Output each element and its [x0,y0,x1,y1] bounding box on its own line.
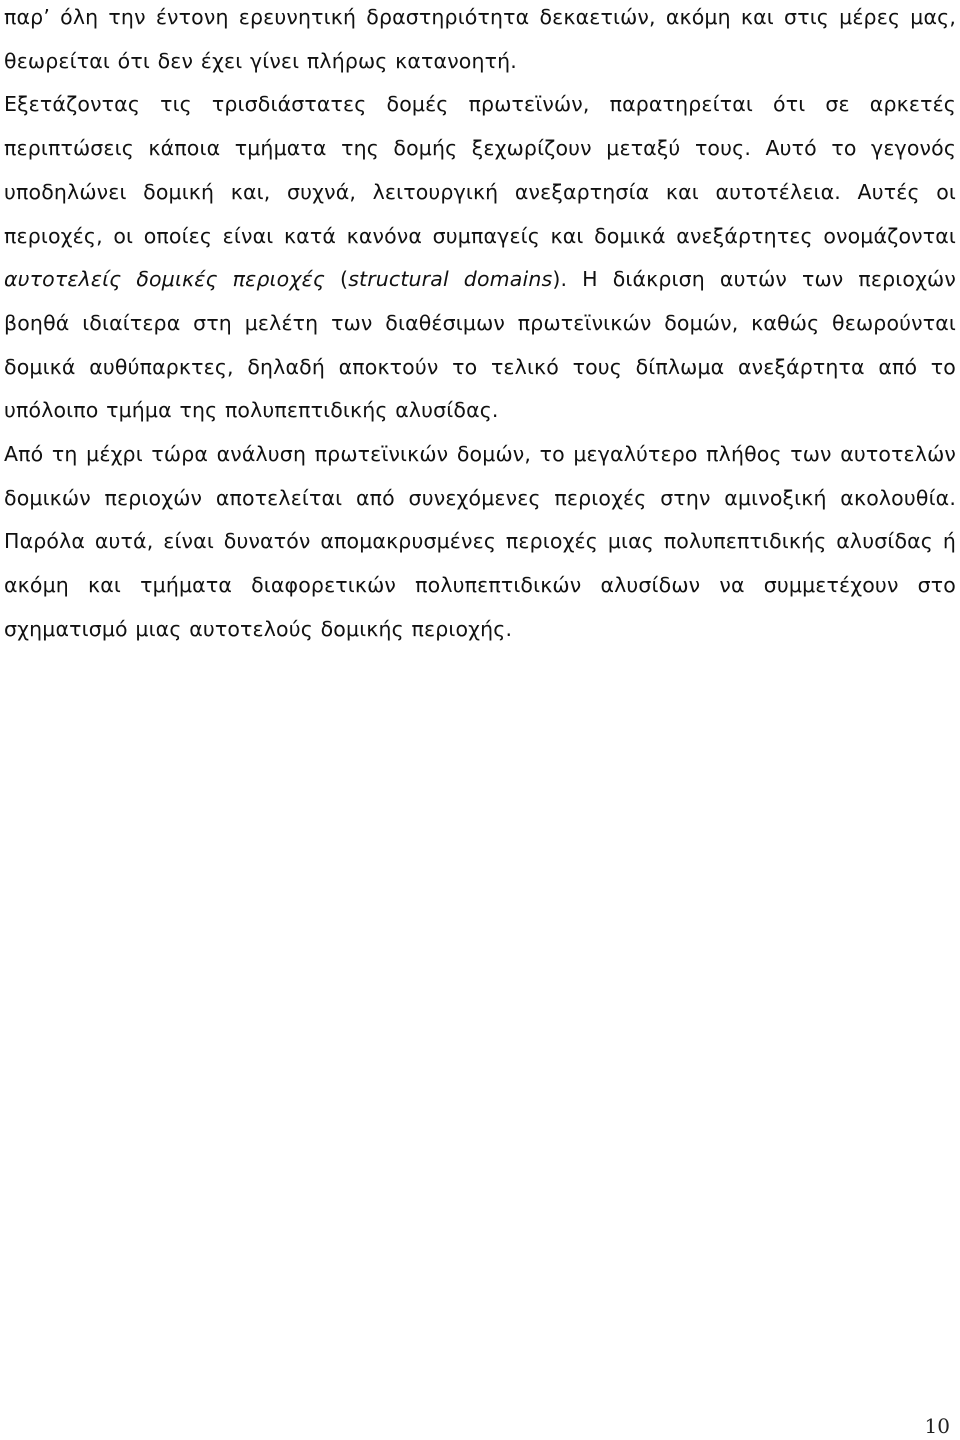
paragraph [4,433,956,652]
text-run: Εξετάζοντας τις τρισδιάστατες δομές πρωτεϊνών, παρατηρείται ότι σε αρκετές περιπτώσεις κάποια τμήματα της δομής ξεχωρίζουν μεταξύ τους. Αυτό το γεγονός υποδηλώνει δομική και, συχνά, λειτουργική ανεξαρτησία και αυτοτέλεια. Αυτές οι περιοχές, οι οποίες είναι κατά κανόνα συμπαγείς και δομικά ανεξάρτητες ονομάζονται [4,92,956,248]
paragraph [4,83,956,433]
text-run: ). Η διάκριση αυτών των περιοχών βοηθά ιδιαίτερα στη μελέτη των διαθέσιμων πρωτεϊνικών δομών, καθώς θεωρούνται δομικά αυθύπαρκτες, δηλαδή αποκτούν το τελικό τους δίπλωμα ανεξάρτητα από το υπόλοιπο τμήμα της πολυπεπτιδικής αλυσίδας. [4,267,956,423]
paragraph [4,0,956,83]
text-run: ( [325,267,349,292]
italic-term: structural domains [348,267,553,292]
body-text [4,0,956,652]
document-page [4,0,956,1440]
italic-term: αυτοτελείς δομικές περιοχές [4,267,326,292]
page-number: 10 [924,1414,950,1438]
text-run: παρ’ όλη την έντονη ερευνητική δραστηριότητα δεκαετιών, ακόμη και στις μέρες μας, θεωρείται ότι δεν έχει γίνει πλήρως κατανοητή. [4,5,956,73]
text-run: Από τη μέχρι τώρα ανάλυση πρωτεϊνικών δομών, το μεγαλύτερο πλήθος των αυτοτελών δομικών περιοχών αποτελείται από συνεχόμενες περιοχές στην αμινοξική ακολουθία. Παρόλα αυτά, είναι δυνατόν απομακρυσμένες περιοχές μιας πολυπεπτιδικής αλυσίδας ή ακόμη και τμήματα διαφορετικών πολυπεπτιδικών αλυσίδων να συμμετέχουν στο σχηματισμό μιας αυτοτελούς δομικής περιοχής. [4,442,956,641]
